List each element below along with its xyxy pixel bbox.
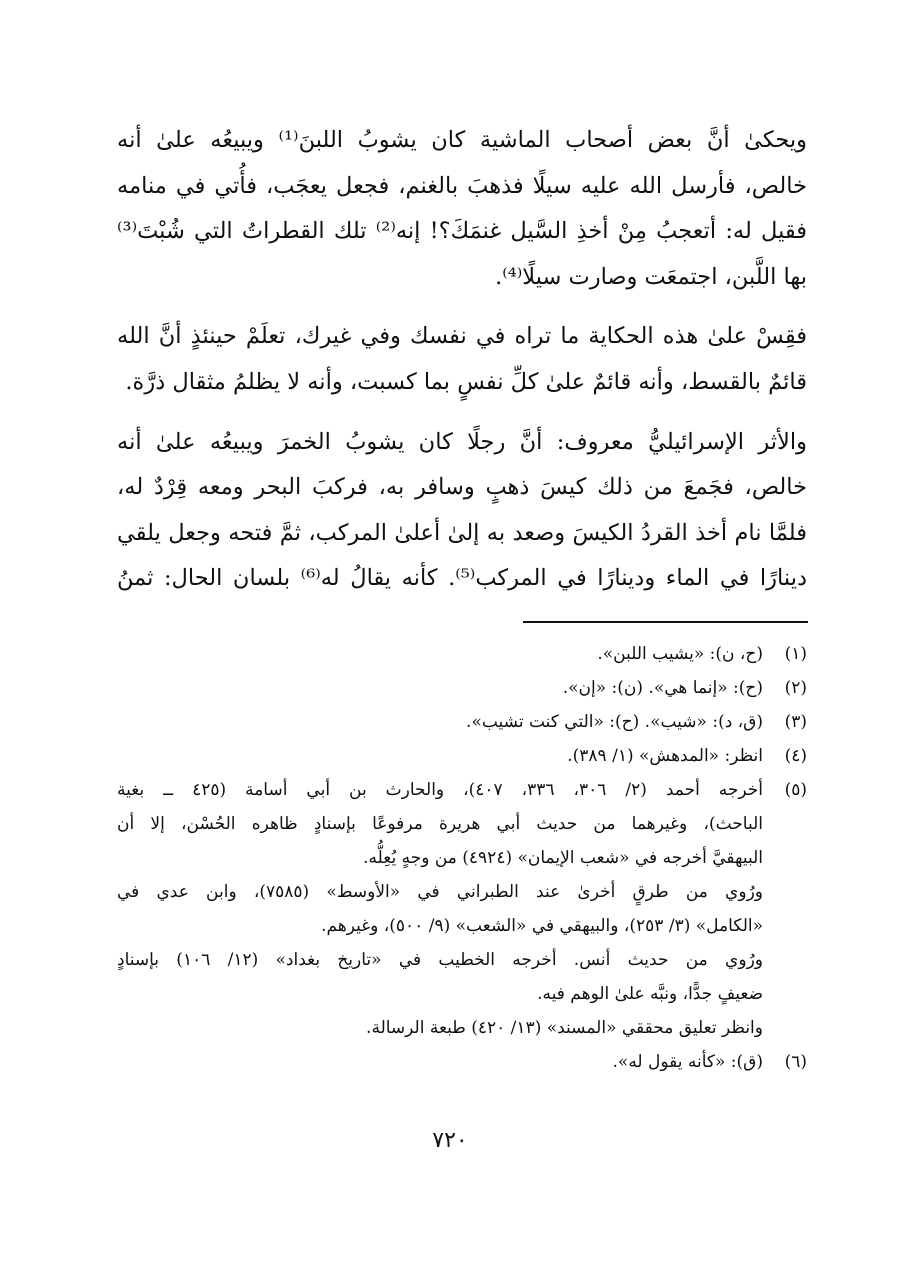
footnote-line: ورُوي من طرقٍ أخرىٰ عند الطبراني في «الأوسط» (٧٥٨٥)، وابن عدي في (117, 882, 763, 902)
text-line: قائمٌ بالقسط، وأنه قائمٌ علىٰ كلِّ نفسٍ بما كسبت، وأنه لا يظلمُ مثقال ذرَّة. (125, 368, 807, 395)
footnote-line: (ق): «كأنه يقول له». (612, 1052, 763, 1072)
footnote-line: ورُوي من حديث أنس. أخرجه الخطيب في «تاريخ بغداد» (١٢/ ١٠٦) بإسنادٍ (117, 950, 763, 970)
footnote-line: (ق، د): «شيب». (ح): «التي كنت تشيب». (466, 712, 763, 732)
footnote-line: «الكامل» (٣/ ٢٥٣)، والبيهقي في «الشعب» (٩/ ٥٠٠)، وغيرهم. (321, 916, 763, 936)
footnote-line: (ح): «إنما هي». (ن): «إن». (562, 678, 763, 698)
paragraph-2 (117, 314, 807, 405)
footnote (117, 1045, 807, 1079)
footnote-body (117, 1045, 763, 1079)
text-line: فقِسْ علىٰ هذه الحكاية ما تراه في نفسك وفي غيرك، تعلَمْ حينئذٍ أنَّ الله (117, 323, 807, 350)
paragraph-1 (117, 118, 807, 300)
text-line: خالص، فجَمعَ من ذلك كيسَ ذهبٍ وسافر به، فركبَ البحر ومعه قِرْدٌ له، (117, 474, 807, 501)
footnote-number: (٣) (784, 712, 807, 732)
footnote-divider (523, 621, 808, 623)
footnote-line: ضعيفٍ جدًّا، ونبَّه علىٰ الوهم فيه. (537, 984, 763, 1004)
footnote-line: وانظر تعليق محققي «المسند» (١٣/ ٤٢٠) طبعة الرسالة. (366, 1018, 763, 1038)
footnote-line: (ح، ن): «يشيب اللبن». (597, 644, 763, 664)
text-line: خالص، فأرسل الله عليه سيلًا فذهبَ بالغنم، فجعل يعجَب، فأُتي في منامه (117, 172, 807, 199)
text-line: ويحكىٰ أنَّ بعض أصحاب الماشية كان يشوبُ اللبنَ⁽¹⁾ ويبيعُه علىٰ أنه (117, 127, 807, 153)
footnote (117, 739, 807, 773)
footnote (117, 671, 807, 705)
footnote-number: (٤) (784, 746, 807, 766)
footnote (117, 637, 807, 671)
footnote-body (117, 739, 763, 773)
text-line: فلمَّا نام أخذ القردُ الكيسَ وصعد به إلىٰ أعلىٰ المركب، ثمَّ فتحه وجعل يلقي (117, 519, 807, 546)
footnote-body (117, 637, 763, 671)
footnote (117, 705, 807, 739)
text-line: دينارًا في الماء ودينارًا في المركب⁽⁵⁾. كأنه يقالُ له⁽⁶⁾ بلسان الحال: ثمنُ (117, 565, 807, 592)
footnote-body (117, 773, 763, 1045)
footnote-line: البيهقيَّ أخرجه في «شعب الإيمان» (٤٩٢٤) من وجهٍ يُعِلُّه. (363, 848, 763, 868)
footnote-body (117, 705, 763, 739)
footnote-number: (١) (784, 644, 807, 664)
footnote-number: (٢) (784, 678, 807, 698)
text-line: والأثر الإسرائيليُّ معروف: أنَّ رجلًا كان يشوبُ الخمرَ ويبيعُه علىٰ أنه (117, 428, 807, 455)
footnotes (117, 637, 807, 1079)
footnote-line: انظر: «المدهش» (١/ ٣٨٩). (567, 746, 763, 766)
text-line: بها اللَّبن، اجتمعَت وصارت سيلًا⁽⁴⁾. (495, 263, 807, 290)
footnote-line: أخرجه أحمد (٢/ ٣٠٦، ٣٣٦، ٤٠٧)، والحارث بن أبي أسامة (٤٢٥ ــ بغية (117, 780, 764, 800)
main-text (117, 118, 807, 616)
footnote-body (117, 671, 763, 705)
footnote-number: (٦) (784, 1052, 807, 1072)
text-line: فقيل له: أتعجبُ مِنْ أخذِ السَّيل غنمَكَ؟! إنه⁽²⁾ تلك القطراتُ التي شُبْتَ⁽³⁾ (117, 218, 807, 245)
page-number: ٧٢٠ (432, 1128, 468, 1153)
footnote (117, 773, 807, 1045)
paragraph-3 (117, 420, 807, 602)
footnote-number: (٥) (784, 780, 807, 800)
footnote-line: الباحث)، وغيرهما من حديث أبي هريرة مرفوعًا بإسنادٍ ظاهره الحُسْن، إلا أن (117, 814, 763, 834)
